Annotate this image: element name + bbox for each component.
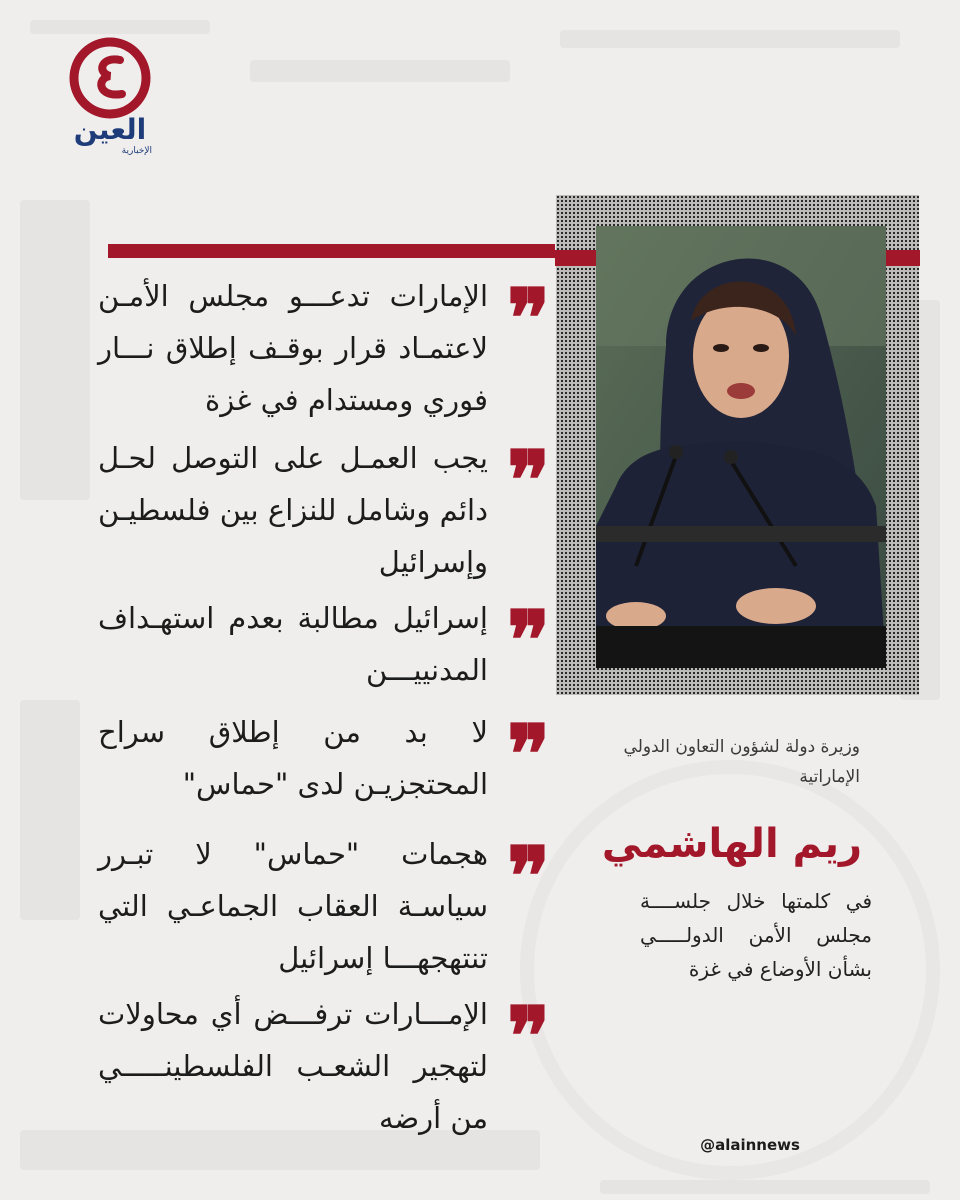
quote-icon: ❞ [506,433,550,527]
quote-text: الإمارات تدعـــو مجلس الأمـن لاعتمـاد قرار بوقـف إطلاق نـــار فوري ومستدام في غزة [98,279,488,417]
quote-text: يجب العمـل على التوصل لحـل دائم وشامل للنزاع بين فلسطيـن وإسرائيل [98,441,488,579]
quote-icon: ❞ [506,989,550,1083]
quote-icon: ❞ [506,829,550,923]
speaker-title: وزيرة دولة لشؤون التعاون الدولي الإماراتية [623,737,860,787]
quote-icon: ❞ [506,593,550,687]
speaker-photo [596,226,886,668]
quote-text: هجمات "حماس" لا تبـرر سياسـة العقاب الجماعـي التي تنتهجهـــا إسرائيل [98,837,488,975]
quote-text: لا بد من إطلاق سراح المحتجزيـن لدى "حماس" [98,715,488,801]
quote-text: إسرائيل مطالبة بعدم استهـداف المدنييـــن [98,601,488,687]
speaker-name: ريم الهاشمي [601,821,862,867]
speaker-illustration [596,226,886,668]
quote-icon: ❞ [506,271,550,365]
quote-text: الإمـــارات ترفـــض أي محاولات لتهجير الشعـب الفلسطينـــــي من أرضه [98,997,488,1135]
quote-icon: ❞ [506,707,550,801]
speaker-context: في كلمتها خلال جلســــة مجلس الأمن الدولـــــي بشأن الأوضاع في غزة [640,889,872,981]
brand-logo [62,38,162,158]
social-handle: @alainnews [700,1136,800,1154]
logo-mark-icon [62,38,158,118]
logo-subtitle: الإخبارية [121,146,152,156]
logo-wordmark: العين [73,113,147,146]
accent-bar-left [108,244,555,258]
